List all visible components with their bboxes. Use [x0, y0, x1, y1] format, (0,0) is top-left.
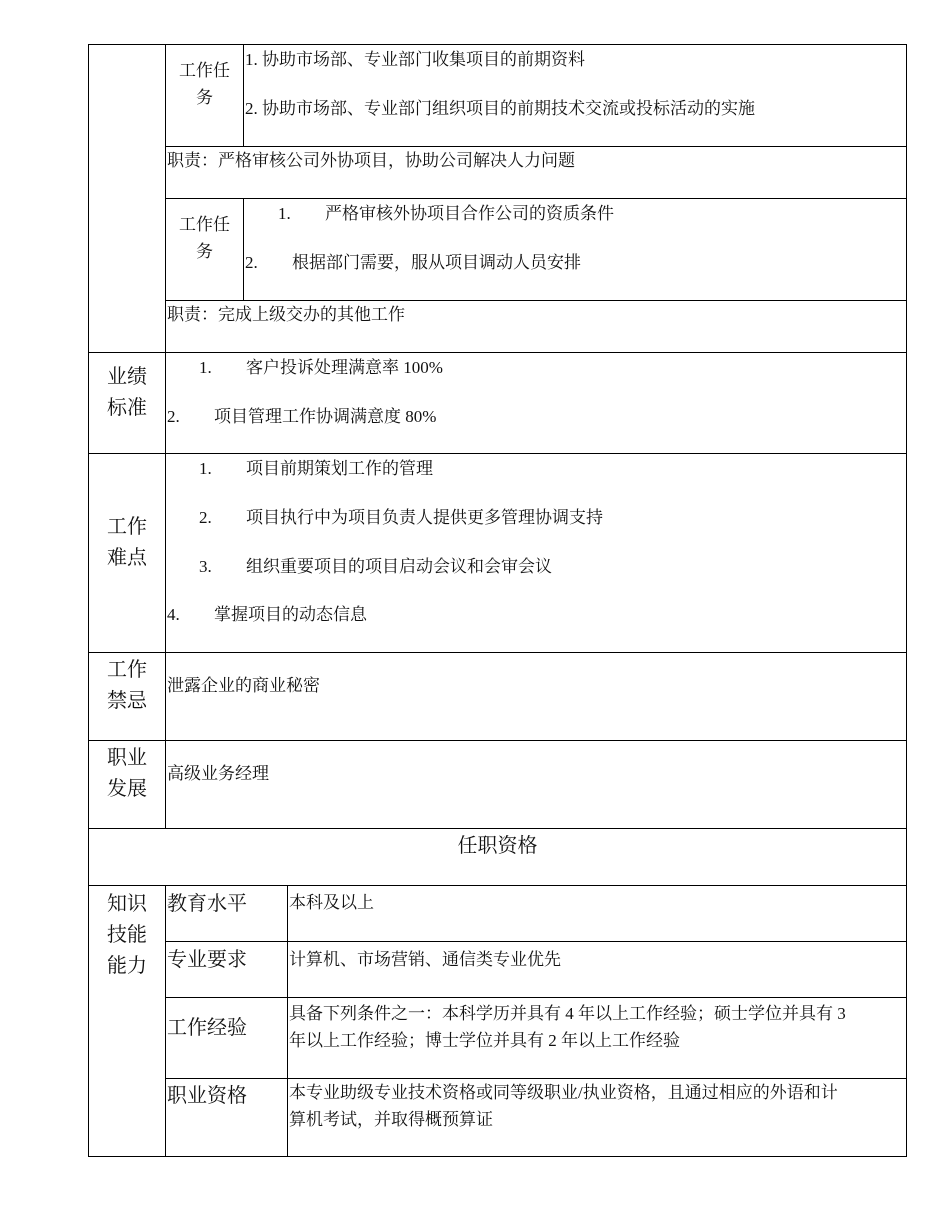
- task-label-line2: 务: [196, 242, 213, 261]
- list-number: 4.: [167, 605, 180, 624]
- list-item: 掌握项目的动态信息: [214, 605, 367, 624]
- list-number: 1.: [199, 459, 212, 478]
- list-number: 2.: [167, 407, 180, 426]
- task-label-line2: 务: [196, 88, 213, 107]
- row-label-line1: 知识: [107, 893, 147, 915]
- duty-text-2: 职责：严格审核公司外协项目，协助公司解决人力问题: [167, 151, 575, 170]
- row-label-line2: 标准: [107, 397, 147, 419]
- list-number: 3.: [199, 557, 212, 576]
- task-label-line1: 工作任: [179, 61, 230, 80]
- duty-text-3: 职责：完成上级交办的其他工作: [167, 305, 405, 324]
- row-label-line2: 发展: [107, 778, 147, 800]
- task-item-2: 根据部门需要，服从项目调动人员安排: [292, 253, 581, 272]
- list-item: 客户投诉处理满意率 100%: [246, 358, 443, 377]
- task-item-2: 2. 协助市场部、专业部门组织项目的前期技术交流或投标活动的实施: [245, 99, 755, 118]
- list-item: 组织重要项目的项目启动会议和会审会议: [246, 557, 552, 576]
- certification-label: 职业资格: [167, 1085, 247, 1107]
- qualification-header: 任职资格: [457, 835, 538, 857]
- experience-value-line1: 具备下列条件之一：本科学历并具有 4 年以上工作经验；硕士学位并具有 3: [289, 1004, 846, 1023]
- list-item: 项目前期策划工作的管理: [246, 459, 433, 478]
- career-text: 高级业务经理: [167, 764, 269, 783]
- list-item: 项目管理工作协调满意度 80%: [214, 407, 437, 426]
- row-label-line2: 技能: [107, 924, 147, 946]
- list-number: 1.: [278, 204, 291, 223]
- certification-value-line1: 本专业助级专业技术资格或同等级职业/执业资格，且通过相应的外语和计: [289, 1083, 838, 1102]
- experience-value-line2: 年以上工作经验；博士学位并具有 2 年以上工作经验: [289, 1031, 680, 1050]
- task-label-line1: 工作任: [179, 215, 230, 234]
- row-label-line1: 业绩: [107, 366, 147, 388]
- row-label-line1: 工作: [107, 516, 147, 538]
- major-label: 专业要求: [167, 949, 247, 971]
- certification-value-line2: 算机考试，并取得概预算证: [289, 1110, 493, 1129]
- task-item-1: 严格审核外协项目合作公司的资质条件: [325, 204, 614, 223]
- row-label-line1: 工作: [107, 659, 147, 681]
- row-label-line3: 能力: [107, 955, 147, 977]
- experience-label: 工作经验: [167, 1017, 247, 1039]
- major-value: 计算机、市场营销、通信类专业优先: [289, 950, 561, 969]
- task-item-1: 1. 协助市场部、专业部门收集项目的前期资料: [245, 50, 585, 69]
- list-number: 2.: [245, 253, 258, 272]
- row-label-line2: 禁忌: [107, 690, 147, 712]
- education-value: 本科及以上: [289, 893, 374, 912]
- list-number: 1.: [199, 358, 212, 377]
- row-label-line2: 难点: [107, 547, 147, 569]
- list-number: 2.: [199, 508, 212, 527]
- taboo-text: 泄露企业的商业秘密: [167, 676, 320, 695]
- education-label: 教育水平: [167, 893, 247, 915]
- row-label-line1: 职业: [107, 747, 147, 769]
- list-item: 项目执行中为项目负责人提供更多管理协调支持: [246, 508, 603, 527]
